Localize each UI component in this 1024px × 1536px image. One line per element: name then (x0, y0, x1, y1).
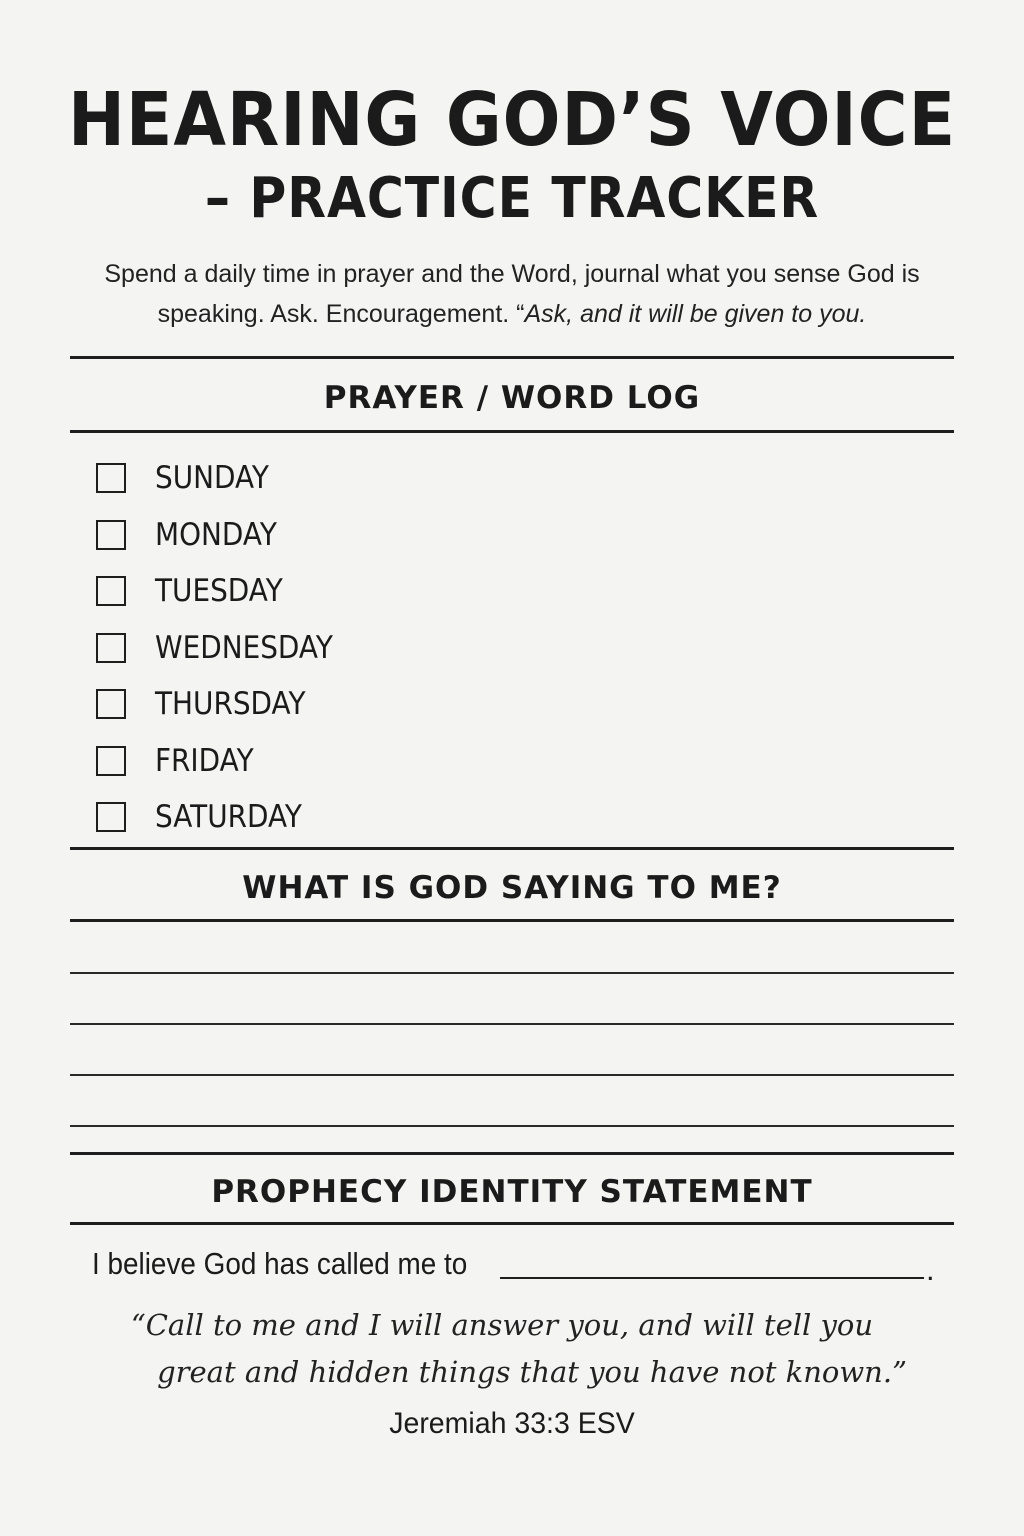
section-divider (70, 847, 954, 850)
section-divider (70, 919, 954, 922)
journal-writing-line[interactable] (70, 972, 954, 974)
thursday-checkbox[interactable] (96, 689, 126, 719)
day-label: SUNDAY (155, 460, 269, 497)
day-item-wednesday[interactable] (96, 620, 353, 677)
day-label: MONDAY (155, 516, 277, 553)
scripture-quote (0, 1302, 1024, 1396)
tuesday-checkbox[interactable] (96, 576, 126, 606)
journal-writing-line[interactable] (70, 1125, 954, 1127)
scripture-line: great and hidden things that you have not known.” (157, 1355, 907, 1389)
day-label: SATURDAY (155, 799, 302, 836)
intro-text: Spend a daily time in prayer and the Word, journal what you sense God is speaking. Ask. Encouragement. “ (104, 260, 920, 328)
wednesday-checkbox[interactable] (96, 633, 126, 663)
day-checklist (96, 450, 353, 846)
page-title: HEARING GOD’S VOICE (67, 77, 957, 163)
journal-heading: WHAT IS GOD SAYING TO ME? (242, 870, 782, 906)
day-item-friday[interactable] (96, 733, 353, 790)
friday-checkbox[interactable] (96, 746, 126, 776)
section-divider (70, 1222, 954, 1225)
intro-quote: Ask, and it will be given to you. (524, 300, 867, 328)
statement-period: . (926, 1252, 935, 1287)
scripture-line: “Call to me and I will answer you, and will tell you (130, 1308, 874, 1342)
day-label: FRIDAY (155, 742, 254, 779)
journal-writing-line[interactable] (70, 1074, 954, 1076)
section-divider (70, 356, 954, 359)
identity-heading: PROPHECY IDENTITY STATEMENT (211, 1174, 813, 1210)
monday-checkbox[interactable] (96, 520, 126, 550)
sunday-checkbox[interactable] (96, 463, 126, 493)
page-subtitle: – PRACTICE TRACKER (204, 166, 820, 231)
day-label: WEDNESDAY (155, 629, 333, 666)
scripture-reference: Jeremiah 33:3 ESV (389, 1407, 635, 1440)
calling-fill-in-blank[interactable] (500, 1277, 924, 1279)
section-divider (70, 1152, 954, 1155)
prayer-log-heading: PRAYER / WORD LOG (323, 380, 701, 416)
intro-paragraph (60, 254, 964, 334)
day-item-tuesday[interactable] (96, 563, 353, 620)
identity-statement-prefix: I believe God has called me to (92, 1246, 468, 1281)
day-item-monday[interactable] (96, 507, 353, 564)
journal-writing-line[interactable] (70, 1023, 954, 1025)
day-label: TUESDAY (155, 573, 283, 610)
saturday-checkbox[interactable] (96, 802, 126, 832)
day-item-thursday[interactable] (96, 676, 353, 733)
day-item-sunday[interactable] (96, 450, 353, 507)
section-divider (70, 430, 954, 433)
day-label: THURSDAY (155, 686, 306, 723)
day-item-saturday[interactable] (96, 789, 353, 846)
